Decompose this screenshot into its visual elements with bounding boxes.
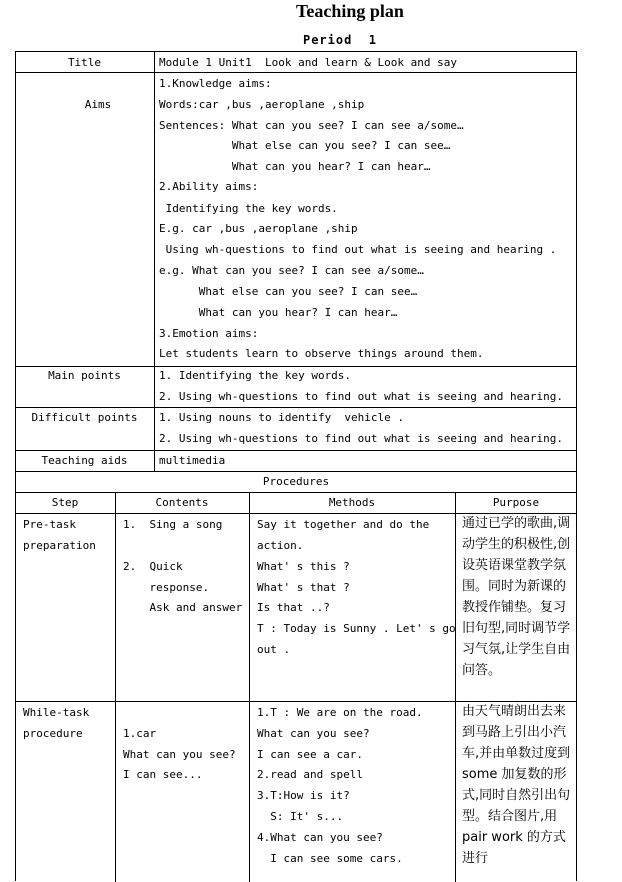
main-points-line: 1. Identifying the key words. (159, 369, 352, 382)
aims-line: What can you hear? I can hear… (159, 160, 431, 173)
pre-task-purpose: 通过已学的歌曲,调动学生的积极性,创设英语课堂教学氛围。同时为新课的教授作铺垫。复习旧句型,同时调节学习气氛,让学生自由问答。 (462, 516, 571, 678)
aims-line: Sentences: What can you see? I can see a/some… (159, 119, 464, 132)
while-task-step: While-task (23, 706, 90, 719)
row-divider (15, 492, 577, 493)
aims-line: 2.Ability aims: (159, 180, 259, 193)
while-task-content: I can see... (123, 768, 203, 781)
while-task-method: What can you see? (257, 727, 370, 740)
pre-task-step: Pre-task (23, 518, 76, 531)
pre-task-method: Say it together and do the (257, 518, 430, 531)
document-title: Teaching plan (296, 1, 404, 21)
row-divider (15, 471, 577, 472)
pre-task-method: out . (257, 643, 291, 656)
while-task-method: 3.T:How is it? (257, 789, 350, 802)
column-divider (455, 492, 456, 882)
title-label: Title (67, 56, 102, 69)
row-divider (15, 366, 577, 367)
pre-task-method: Is that ..? (257, 601, 330, 614)
column-divider (249, 492, 250, 882)
aims-line: Identifying the key words. (159, 202, 338, 215)
column-divider (154, 51, 155, 471)
aims-line: Let students learn to observe things around them. (159, 347, 484, 360)
aims-line: e.g. What can you see? I can see a/some… (159, 264, 424, 277)
aims-line: What else can you see? I can see… (159, 139, 451, 152)
pre-task-method: action. (257, 539, 304, 552)
while-task-purpose: 由天气晴朗出去来到马路上引出小汽车,并由单数过度到 some 加复数的形式,同时自然引出句型。结合图片,用 pair work 的方式进行 (462, 704, 571, 866)
title-value: Module 1 Unit1 Look and learn & Look and say (159, 56, 458, 69)
pre-task-method: What' s that ? (257, 581, 350, 594)
column-header-methods: Methods (328, 496, 376, 509)
aims-line: Words:car ,bus ,aeroplane ,ship (159, 98, 365, 111)
pre-task-content: Ask and answer (123, 601, 243, 614)
row-divider (15, 450, 577, 451)
while-task-content: 1.car (123, 727, 157, 740)
column-header-purpose: Purpose (492, 496, 540, 509)
aims-line: 3.Emotion aims: (159, 327, 259, 340)
column-header-contents: Contents (155, 496, 209, 509)
row-divider (15, 72, 577, 73)
procedures-heading: Procedures (262, 475, 330, 488)
pre-task-method: T : Today is Sunny . Let' s go (257, 622, 456, 635)
while-task-method: S: It' s... (257, 810, 344, 823)
main-points-label: Main points (48, 369, 121, 382)
aims-line: E.g. car ,bus ,aeroplane ,ship (159, 222, 358, 235)
pre-task-content: 2. Quick (123, 560, 183, 573)
pre-task-content: 1. Sing a song (123, 518, 223, 531)
while-task-method: 4.What can you see? (257, 831, 383, 844)
while-task-content: What can you see? (123, 748, 236, 761)
while-task-step: procedure (23, 727, 83, 740)
column-header-step: Step (51, 496, 79, 509)
main-points-line: 2. Using wh-questions to find out what is seeing and hearing. (159, 390, 563, 403)
period-label: Period 1 (302, 33, 378, 47)
while-task-method: 2.read and spell (257, 768, 363, 781)
while-task-method: I can see a car. (257, 748, 363, 761)
row-divider (15, 407, 577, 408)
aims-line: 1.Knowledge aims: (159, 77, 272, 90)
while-task-method: I can see some cars. (257, 852, 403, 865)
column-divider (115, 492, 116, 882)
pre-task-content: response. (123, 581, 210, 594)
pre-task-method: What' s this ? (257, 560, 350, 573)
teaching-aids-value: multimedia (159, 454, 226, 467)
aims-line: Using wh-questions to find out what is seeing and hearing . (159, 243, 557, 256)
while-task-method: 1.T : We are on the road. (257, 706, 423, 719)
difficult-points-label: Difficult points (31, 411, 138, 424)
aims-label: Aims (84, 98, 112, 111)
aims-line: What else can you see? I can see… (159, 285, 418, 298)
difficult-points-line: 1. Using nouns to identify vehicle . (159, 411, 405, 424)
teaching-aids-label: Teaching aids (41, 454, 128, 467)
pre-task-step: preparation (23, 539, 96, 552)
difficult-points-line: 2. Using wh-questions to find out what is seeing and hearing. (159, 432, 563, 445)
aims-line: What can you hear? I can hear… (159, 306, 398, 319)
